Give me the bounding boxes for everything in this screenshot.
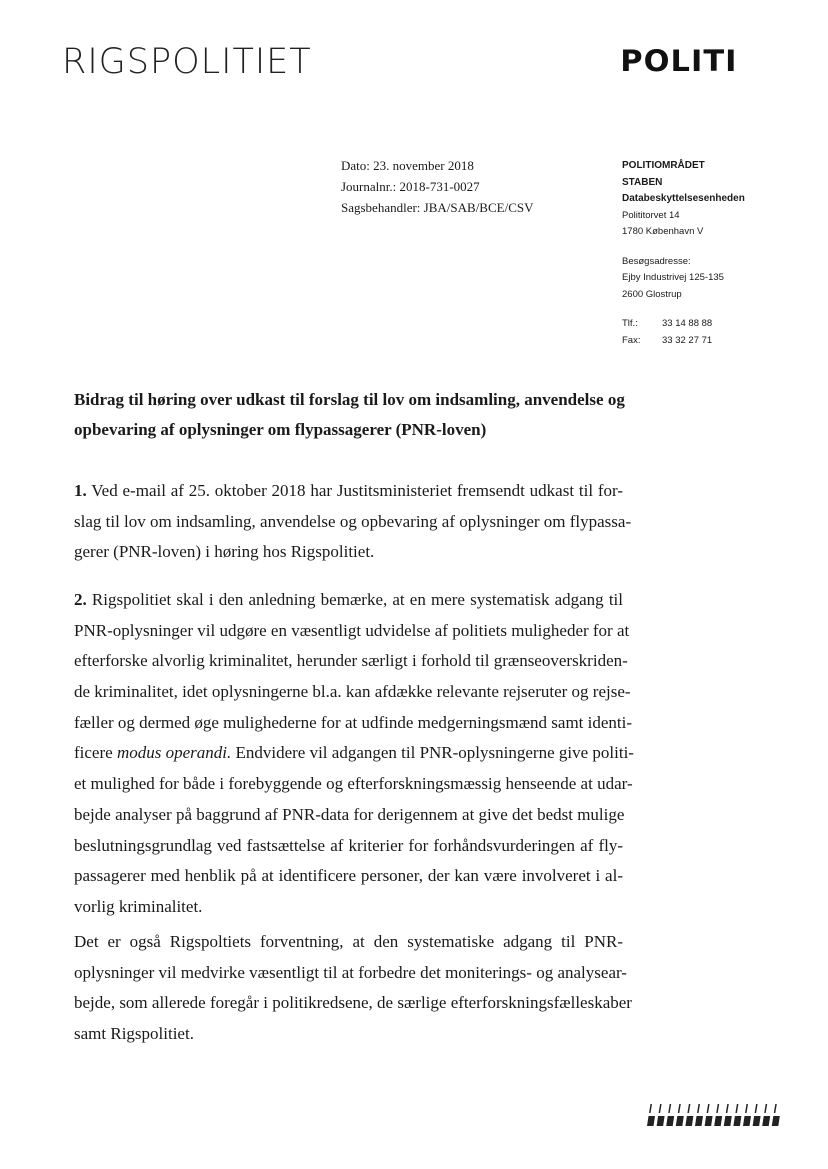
stripe-thin	[668, 1104, 671, 1113]
police-stripes-decoration	[647, 1103, 780, 1127]
stripe-thick	[685, 1116, 693, 1126]
journal-number: Journalnr.: 2018-731-0027	[341, 179, 480, 194]
stripe-thin	[764, 1104, 767, 1113]
stripe-thick	[666, 1116, 674, 1126]
paragraph-1: 1. Ved e-mail af 25. oktober 2018 har Justitsministeriet fremsendt udkast til for- slag til lov om indsamling, anvendelse og opbevaring af oplysninger om flypassa- gerer (PNR-loven) i høring hos Rigspolitiet.	[74, 481, 632, 562]
stripe-thin	[755, 1104, 758, 1113]
stripe-thick	[772, 1116, 780, 1126]
stripe-thin	[649, 1104, 652, 1113]
address-street: Polititorvet 14	[622, 209, 680, 221]
fax: Fax: 33 32 27 71	[622, 334, 713, 346]
stripe-thick	[714, 1116, 722, 1126]
document-title: Bidrag til høring over udkast til forslag til lov om indsamling, anvendelse og opbevaring af oplysninger om flypassagerer (PNR-loven)	[74, 390, 625, 439]
address-line: STABEN	[622, 176, 663, 188]
letter-meta	[341, 155, 534, 218]
stripe-thin	[659, 1104, 662, 1113]
stripe-thick	[705, 1116, 713, 1126]
sender-address	[622, 158, 745, 349]
address-line: Databeskyttelsesenheden	[622, 193, 745, 204]
stripe-thin	[678, 1104, 681, 1113]
stripe-thick	[762, 1116, 770, 1126]
case-handler: Sagsbehandler: JBA/SAB/BCE/CSV	[341, 200, 534, 215]
visit-street: Ejby Industrivej 125-135	[622, 272, 724, 283]
stripe-thin	[774, 1104, 777, 1113]
stripe-thin	[687, 1104, 690, 1113]
stripe-thick	[647, 1116, 655, 1126]
stripe-thin	[726, 1104, 729, 1113]
stripe-thin	[735, 1104, 738, 1113]
stripe-thin	[716, 1104, 719, 1113]
stripe-thick	[657, 1116, 665, 1126]
stripe-thin	[697, 1104, 700, 1113]
address-line: POLITIOMRÅDET	[622, 160, 705, 171]
visit-label: Besøgsadresse:	[622, 255, 691, 267]
stripe-thick	[724, 1116, 732, 1126]
stripe-thick	[676, 1116, 684, 1126]
date: Dato: 23. november 2018	[341, 158, 474, 173]
stripe-thick	[733, 1116, 741, 1126]
organization-name: RIGSPOLITIET	[62, 42, 312, 82]
italic-term: modus operandi.	[116, 743, 232, 763]
stripe-thick	[743, 1116, 751, 1126]
stripe-thin	[745, 1104, 748, 1113]
stripe-thin	[707, 1104, 710, 1113]
politi-logo: POLITI	[620, 44, 738, 78]
paragraph-3: Det er også Rigspoltiets forventning, at den systematiske adgang til PNR- oplysninger vil medvirke væsentligt til at forbedre det moniterings- og analysear- bejde, som allerede foregår i politikredsene, de særlige efterforskningsfælleskaber samt Rigspolitiet.	[74, 932, 632, 1044]
visit-city: 2600 Glostrup	[622, 288, 682, 300]
stripe-thick	[695, 1116, 703, 1126]
stripe-thick	[753, 1116, 761, 1126]
paragraph-2: 2. Rigspolitiet skal i den anledning bemærke, at en mere systematisk adgang til PNR-oplysninger vil udgøre en væsentligt udvidelse af politiets muligheder for at efterforske alvorlig kriminalitet, herunder særligt i forhold til grænseoverskriden- de kriminalitet, idet oplysningerne bl.a. kan afdække relevante rejseruter og rejse- fæller og dermed øge mulighederne for at udfinde medgerningsmænd samt identi- ficere modus operandi. Endvidere vil adgangen til PNR-oplysningerne give politi- et mulighed for både i forebyggende og efterforskningsmæssig henseende at udar- bejde analyser på baggrund af PNR-data for derigennem at give det bedst mulige beslutningsgrundlag ved fastsættelse af kriterier for forhåndsvurderingen af fly- passagerer med henblik på at identificere personer, der kan være involveret i al- vorlig kriminalitet.	[74, 590, 634, 916]
phone: Tlf.: 33 14 88 88	[622, 318, 713, 329]
address-city: 1780 København V	[622, 226, 704, 237]
